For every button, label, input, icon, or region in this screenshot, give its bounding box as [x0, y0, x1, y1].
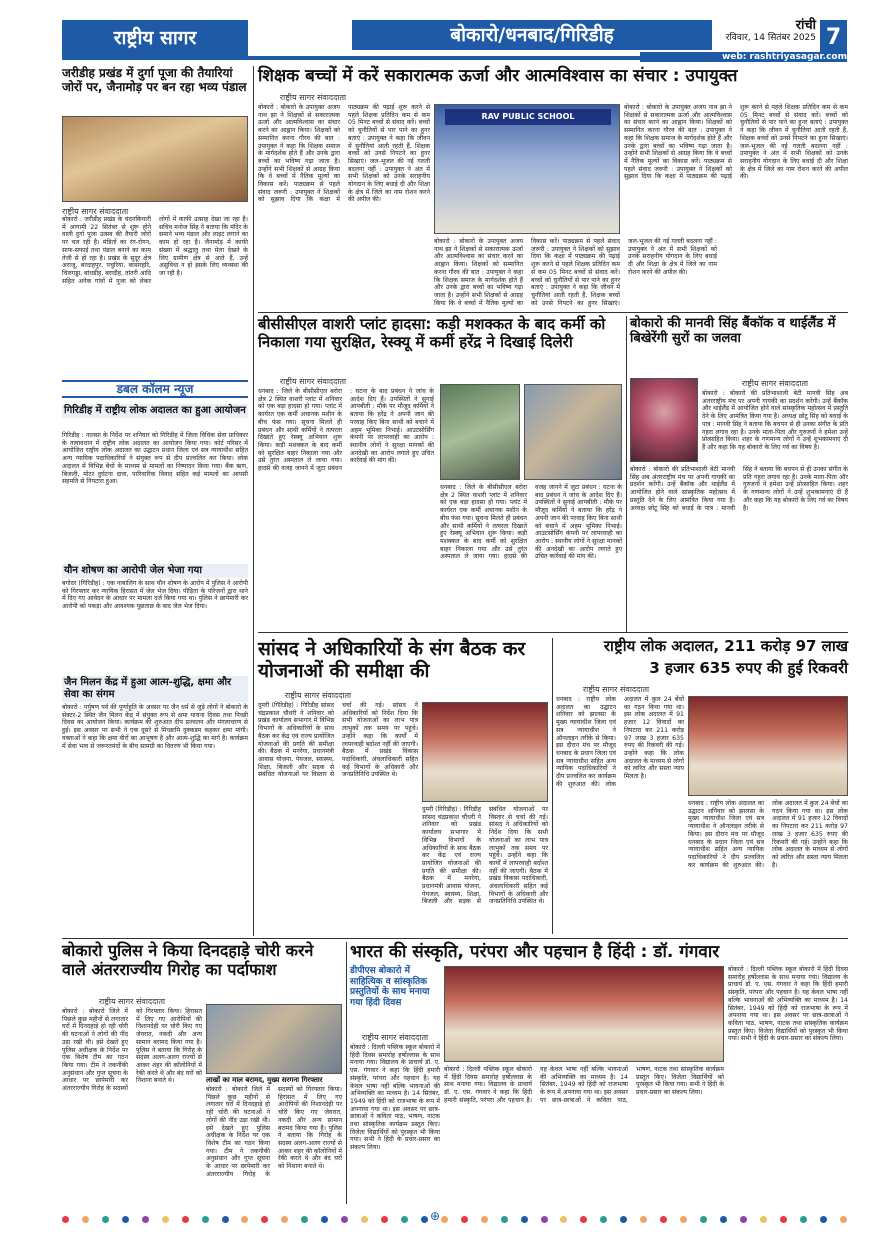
- lead-byline: राष्ट्रीय सागर संवाददाता: [279, 93, 347, 102]
- police-photo-caption: लाखों का माल बरामद, मुख्य सरगना गिरफ्तार: [206, 1076, 323, 1084]
- lok-adalat-headline-1: राष्ट्रीय लोक अदालत, 211 करोड़ 97 लाख: [603, 637, 848, 655]
- footer-dot: [82, 1216, 89, 1223]
- mp-byline: राष्ट्रीय सागर संवाददाता: [284, 691, 352, 700]
- footer-dot: [162, 1216, 169, 1223]
- lok-adalat-body-right: धनबाद : राष्ट्रीय लोक अदालत का उद्घाटन शनिवार को झालसा के मुख्य न्यायाधीश जिला एवं सत्र न्यायाधीश ने ऑनलाइन तरीके से किया। इस दौरान मंच पर मौजूद धनबाद के प्रधान जिला एवं सत्र न्यायाधीश सहित अन्य न्यायिक पदाधिकारियों ने दीप प्रज्वलित कर कार्यक्रम की शुरुआत की। लोक अदालत में कुल 24 बेंचों का गठन किया गया था। इस लोक अदालत में 91 हजार 12 विवादों का निपटारा कर 211 करोड़ 97 लाख 3 हजार 635 रुपए की रिकवरी की गई। उन्होंने कहा कि लोक अदालत के माध्यम से लोगों को त्वरित और सस्ता न्याय मिलता है।: [688, 800, 848, 869]
- manvi-headline: बोकारो की मानवी सिंह बैंकॉक व थाईलैंड में बिखेरेंगी सुरों का जलवा: [630, 316, 836, 347]
- lead-photo: [434, 104, 620, 234]
- footer-dot: [182, 1216, 189, 1223]
- left-news-1-headline: गिरिडीह में राष्ट्रीय लोक अदालत का हुआ आयोजन: [62, 404, 248, 418]
- hindi-body-left: बोकारो : दिल्ली पब्लिक स्कूल बोकारो में हिंदी दिवस समारोह हर्षोल्लास के साथ मनाया गया। विद्यालय के प्राचार्य डॉ. ए. एस. गंगवार ने कहा कि हिंदी हमारी संस्कृति, परंपरा और पहचान है। यह केवल भाषा नहीं बल्कि भावनाओं की अभिव्यक्ति का माध्यम है। 14 सितंबर, 1949 को हिंदी को राजभाषा के रूप में अपनाया गया था। इस अवसर पर छात्र-छात्राओं ने कविता पाठ, भाषण, नाटक तथा सांस्कृतिक कार्यक्रम प्रस्तुत किए। विजेता विद्यार्थियों को पुरस्कृत भी किया गया। सभी ने हिंदी के प्रचार-प्रसार का संकल्प लिया।: [350, 1044, 440, 1152]
- mp-headline: सांसद ने अधिकारियों के संग बैठक कर योजनाओं की समीक्षा की: [258, 638, 526, 683]
- left-news-1-body: गिरिडीह : नालसा के निर्देश पर शनिवार को गिरिडीह में जिला विधिक सेवा प्राधिकार के तत्वावधान में राष्ट्रीय लोक अदालत का आयोजन किया गया। कोर्ट परिसर में आयोजित राष्ट्रीय लोक अदालत का उद्घाटन प्रधान जिला एवं सत्र न्यायाधीश सहित अन्य न्यायिक पदाधिकारियों ने संयुक्त रूप से दीप प्रज्वलित कर किया। लोक अदालत में विभिन्न बेंचों के माध्यम से मामलों का निष्पादन किया गया। बैंक ऋण, बिजली, मोटर दुर्घटना दावा, पारिवारिक विवाद सहित कई मामलों का आपसी सहमति से निपटारा हुआ।: [62, 432, 248, 486]
- lok-adalat-byline: राष्ट्रीय सागर संवाददाता: [582, 685, 650, 694]
- footer-dot: [600, 1216, 607, 1223]
- footer-dot: [640, 1216, 647, 1223]
- mid-rule: [258, 632, 848, 633]
- left-top-byline: राष्ट्रीय सागर संवाददाता: [62, 207, 129, 216]
- footer-dot: [541, 1216, 548, 1223]
- footer-dot: [301, 1216, 308, 1223]
- footer-dot: [501, 1216, 508, 1223]
- section-title: बोकारो/धनबाद/गिरिडीह: [352, 20, 712, 50]
- footer-dot: [441, 1216, 448, 1223]
- website-link[interactable]: web: rashtriyasagar.com: [640, 52, 847, 62]
- footer-dot: [401, 1216, 408, 1223]
- bccl-body-right: धनबाद : जिले के बीसीसीएल बरोरा क्षेत्र 2 स्थित वाशरी प्लांट में शनिवार को एक बड़ा हादसा हो गया। प्लांट में कार्यरत एक कर्मी अचानक मशीन के बीच फंस गया। सूचना मिलते ही प्रबंधन और साथी कर्मियों ने तत्परता दिखाते हुए रेस्क्यू अभियान शुरू किया। कड़ी मशक्कत के बाद कर्मी को सुरक्षित बाहर निकाला गया और उसे तुरंत अस्पताल ले जाया गया। हादसे की वजह जानने में जुटा प्रबंधन : घटना के बाद प्रबंधन ने जांच के आदेश दिए हैं। उपस्थितों ने सुनाई आपबीती : मौके पर मौजूद कर्मियों ने बताया कि हरेंद्र ने अपनी जान की परवाह किए बिना साथी को बचाने में अहम भूमिका निभाई। आउटसोर्सिंग कंपनी पर लापरवाही का आरोप : स्थानीय लोगों ने सुरक्षा मानकों की अनदेखी का आरोप लगाते हुए उचित कार्रवाई की मांग की।: [440, 484, 622, 561]
- bccl-photo-2: [524, 384, 622, 480]
- footer-dot: [840, 1216, 847, 1223]
- police-headline: बोकारो पुलिस ने किया दिनदहाड़े चोरी करने वाले अंतरराज्यीय गिरोह का पर्दाफाश: [62, 941, 314, 979]
- footer-dot: [62, 1216, 69, 1223]
- footer-dot: [142, 1216, 149, 1223]
- durga-pandal-photo: [62, 116, 248, 202]
- footer-dot: [820, 1216, 827, 1223]
- footer-emblem-icon: ⊕: [430, 1209, 441, 1223]
- footer-dot: [222, 1216, 229, 1223]
- hindi-divas-photo: [444, 966, 724, 1062]
- footer-dot: [281, 1216, 288, 1223]
- manvi-portrait: [630, 378, 698, 462]
- footer-dot: [241, 1216, 248, 1223]
- date-label: रविवार, 14 सितंबर 2025: [725, 33, 816, 43]
- footer-dot: [102, 1216, 109, 1223]
- mp-meeting-photo: [422, 702, 548, 802]
- double-column-news-label: डबल कॉलम न्यूज: [62, 380, 248, 398]
- hindi-headline: भारत की संस्कृति, परंपरा और पहचान है हिंदी : डॉ. गंगवार: [350, 942, 720, 962]
- manvi-body-bottom: बोकारो : बोकारो की प्रतिभाशाली बेटी मानवी सिंह अब अंतरराष्ट्रीय मंच पर अपनी गायकी का प्रदर्शन करेंगी। उन्हें बैंकॉक और थाईलैंड में आयोजित होने वाले सांस्कृतिक महोत्सव में प्रस्तुति देने के लिए आमंत्रित किया गया है। अध्यक्ष छोटू सिंह को बधाई के पात्र : मानवी सिंह ने बताया कि बचपन से ही उनका संगीत के प्रति गहरा लगाव रहा है। उनके माता-पिता और गुरुजनों ने हमेशा उन्हें प्रोत्साहित किया। शहर के गणमान्य लोगों ने उन्हें शुभकामनाएं दी हैं और कहा कि यह बोकारो के लिए गर्व का विषय है।: [630, 466, 848, 512]
- lok-adalat-photo: [688, 696, 848, 796]
- mp-body-left: दुमरी (गिरिडीह) : गिरिडीह सांसद चंद्रप्रकाश चौधरी ने शनिवार को प्रखंड कार्यालय सभागार में विभिन्न विभागों के अधिकारियों के साथ बैठक कर केंद्र एवं राज्य प्रायोजित योजनाओं की प्रगति की समीक्षा की। बैठक में मनरेगा, प्रधानमंत्री आवास योजना, पेयजल, स्वास्थ्य, शिक्षा, बिजली और सड़क से संबंधित योजनाओं पर विस्तार से चर्चा की गई। सांसद ने अधिकारियों को निर्देश दिया कि सभी योजनाओं का लाभ पात्र लाभुकों तक समय पर पहुंचे। उन्होंने कहा कि कार्यों में लापरवाही बर्दाश्त नहीं की जाएगी। बैठक में प्रखंड विकास पदाधिकारी, अंचलाधिकारी सहित कई विभागों के अधिकारी और जनप्रतिनिधि उपस्थित थे।: [258, 702, 418, 779]
- footer-dot: [780, 1216, 787, 1223]
- hindi-byline: राष्ट्रीय सागर संवाददाता: [361, 1033, 429, 1042]
- lok-adalat-body-left: धनबाद : राष्ट्रीय लोक अदालत का उद्घाटन शनिवार को झालसा के मुख्य न्यायाधीश जिला एवं सत्र न्यायाधीश ने ऑनलाइन तरीके से किया। इस दौरान मंच पर मौजूद धनबाद के प्रधान जिला एवं सत्र न्यायाधीश सहित अन्य न्यायिक पदाधिकारियों ने दीप प्रज्वलित कर कार्यक्रम की शुरुआत की। लोक अदालत में कुल 24 बेंचों का गठन किया गया था। इस लोक अदालत में 91 हजार 12 विवादों का निपटारा कर 211 करोड़ 97 लाख 3 हजार 635 रुपए की रिकवरी की गई। उन्होंने कहा कि लोक अदालत के माध्यम से लोगों को त्वरित और सस्ता न्याय मिलता है।: [556, 696, 684, 788]
- manvi-body-top: बोकारो : बोकारो की प्रतिभाशाली बेटी मानवी सिंह अब अंतरराष्ट्रीय मंच पर अपनी गायकी का प्रदर्शन करेंगी। उन्हें बैंकॉक और थाईलैंड में आयोजित होने वाले सांस्कृतिक महोत्सव में प्रस्तुति देने के लिए आमंत्रित किया गया है। अध्यक्ष छोटू सिंह को बधाई के पात्र : मानवी सिंह ने बताया कि बचपन से ही उनका संगीत के प्रति गहरा लगाव रहा है। उनके माता-पिता और गुरुजनों ने हमेशा उन्हें प्रोत्साहित किया। शहर के गणमान्य लोगों ने उन्हें शुभकामनाएं दी हैं और कहा कि यह बोकारो के लिए गर्व का विषय है।: [702, 390, 848, 451]
- footer-dot: [560, 1216, 567, 1223]
- lead-headline: शिक्षक बच्चों में करें सकारात्मक ऊर्जा और आत्मविश्वास का संचार : उपायुक्त: [258, 66, 738, 86]
- footer-dot: [421, 1216, 428, 1223]
- bccl-column-rule: [626, 316, 627, 632]
- hindi-body-mid: बोकारो : दिल्ली पब्लिक स्कूल बोकारो में हिंदी दिवस समारोह हर्षोल्लास के साथ मनाया गया। विद्यालय के प्राचार्य डॉ. ए. एस. गंगवार ने कहा कि हिंदी हमारी संस्कृति, परंपरा और पहचान है। यह केवल भाषा नहीं बल्कि भावनाओं की अभिव्यक्ति का माध्यम है। 14 सितंबर, 1949 को हिंदी को राजभाषा के रूप में अपनाया गया था। इस अवसर पर छात्र-छात्राओं ने कविता पाठ, भाषण, नाटक तथा सांस्कृतिक कार्यक्रम प्रस्तुत किए। विजेता विद्यार्थियों को पुरस्कृत भी किया गया। सभी ने हिंदी के प्रचार-प्रसार का संकल्प लिया।: [444, 1066, 724, 1104]
- manvi-byline: राष्ट्रीय सागर संवाददाता: [741, 379, 809, 388]
- bccl-byline: राष्ट्रीय सागर संवाददाता: [279, 377, 347, 386]
- footer-dot: [660, 1216, 667, 1223]
- footer-dot: [521, 1216, 528, 1223]
- footer-dot: [381, 1216, 388, 1223]
- footer-dot: [361, 1216, 368, 1223]
- date-box: [716, 20, 816, 56]
- footer-dot: [740, 1216, 747, 1223]
- hindi-body-right: बोकारो : दिल्ली पब्लिक स्कूल बोकारो में हिंदी दिवस समारोह हर्षोल्लास के साथ मनाया गया। विद्यालय के प्राचार्य डॉ. ए. एस. गंगवार ने कहा कि हिंदी हमारी संस्कृति, परंपरा और पहचान है। यह केवल भाषा नहीं बल्कि भावनाओं की अभिव्यक्ति का माध्यम है। 14 सितंबर, 1949 को हिंदी को राजभाषा के रूप में अपनाया गया था। इस अवसर पर छात्र-छात्राओं ने कविता पाठ, भाषण, नाटक तथा सांस्कृतिक कार्यक्रम प्रस्तुत किए। विजेता विद्यार्थियों को पुरस्कृत भी किया गया। सभी ने हिंदी के प्रचार-प्रसार का संकल्प लिया।: [728, 966, 848, 1043]
- left-column-rule: [253, 66, 254, 936]
- footer-dot: [800, 1216, 807, 1223]
- bccl-headline: बीसीसीएल वाशरी प्लांट हादसा: कड़ी मशक्कत के बाद कर्मी को निकाला गया सुरक्षित, रेस्क्यू में कर्मी हरेंद्र ने दिखाई दिलेरी: [258, 315, 606, 351]
- left-top-body: बोकारो : जरीडीह प्रखंड के चंदनकियारी में आगामी 22 सितंबर से शुरू होने वाली दुर्गा पूजा उत्सव की तैयारी जोरों पर चल रही है। मंडितों का रंग-रोगन, साफ-सफाई तथा पंडाल बनाने का काम तेजी से हो रहा है। प्रखंड के सुदूर क्षेत्र अराजू, बरदाहपुर, पचुरिया, कासरहरि, चिलगड्डा, बांधडीह, बरादीह, तांतरी आदि सहित अनेक गांवों में पूजा को लेकर लोगों में काफी उत्साह देखा जा रहा है। सचिव मनोज सिंह ने बताया कि मंदिर के समाने भव्य पंडाल और लाइट लगाने का काम हो रहा है। जैनामोड़ में काफी संख्या में श्रद्धालु तथा मेला देखने के लिए ग्रामीण क्षेत्र से आते हैं, उन्हें असुविधा न हो इसके लिए व्यवस्था की जा रही है।: [62, 216, 248, 285]
- police-byline: राष्ट्रीय सागर संवाददाता: [98, 997, 166, 1006]
- paper-name: राष्ट्रीय सागर: [62, 20, 248, 56]
- left-news-2-headline: यौन शोषण का आरोपी जेल भेजा गया: [62, 564, 248, 578]
- lok-adalat-headline-2: 3 हजार 635 रुपए की हुई रिकवरी: [649, 659, 848, 677]
- footer-dot: [760, 1216, 767, 1223]
- mp-column-rule: [552, 638, 553, 934]
- mp-body-right: दुमरी (गिरिडीह) : गिरिडीह सांसद चंद्रप्रकाश चौधरी ने शनिवार को प्रखंड कार्यालय सभागार में विभिन्न विभागों के अधिकारियों के साथ बैठक कर केंद्र एवं राज्य प्रायोजित योजनाओं की प्रगति की समीक्षा की। बैठक में मनरेगा, प्रधानमंत्री आवास योजना, पेयजल, स्वास्थ्य, शिक्षा, बिजली और सड़क से संबंधित योजनाओं पर विस्तार से चर्चा की गई। सांसद ने अधिकारियों को निर्देश दिया कि सभी योजनाओं का लाभ पात्र लाभुकों तक समय पर पहुंचे। उन्होंने कहा कि कार्यों में लापरवाही बर्दाश्त नहीं की जाएगी। बैठक में प्रखंड विकास पदाधिकारी, अंचलाधिकारी सहित कई विभागों के अधिकारी और जनप्रतिनिधि उपस्थित थे।: [422, 806, 548, 906]
- footer-decoration: [62, 1214, 847, 1224]
- left-news-2-body: बगोदर (गिरिडीह) : एक नाबालिग के साथ यौन शोषण के आरोप में पुलिस ने आरोपी को गिरफ्तार कर न्यायिक हिरासत में जेल भेज दिया। पीड़िता के परिजनों द्वारा थाने में दिए गए आवेदन के आधार पर मामला दर्ज किया गया था। पुलिस ने छापेमारी कर आरोपी को पकड़ा और आवश्यक पूछताछ के बाद जेल भेज दिया।: [62, 580, 248, 611]
- lead-body-mid: बोकारो : बोकारो के उपायुक्त अजय नाथ झा ने शिक्षकों से सकारात्मक ऊर्जा और आत्मविश्वास का संचार करने का आह्वान किया। शिक्षकों को सम्मानित करना गौरव की बात : उपायुक्त ने कहा कि शिक्षक समाज के मार्गदर्शक होते हैं और उनके द्वारा बच्चों का भविष्य गढ़ा जाता है। उन्होंने सभी शिक्षकों से आग्रह किया कि वे बच्चों में नैतिक मूल्यों का विकास करें। पाठ्यक्रम से पहले संवाद जरूरी : उपायुक्त ने शिक्षकों को सुझाव दिया कि कक्षा में पाठ्यक्रम की पढ़ाई शुरू करने से पहले शिक्षक प्रतिदिन कम से कम 05 मिनट बच्चों से संवाद करें। बच्चों को चुनौतियों से पार पाने का हुनर बताएं : उपायुक्त ने कहा कि जीवन में चुनौतियां आती रहती हैं, शिक्षक बच्चों को उनसे निपटने का हुनर सिखाएं। जल-भूजल की नई गलती बदलना नहीं : उपायुक्त ने अंत में सभी शिक्षकों को उनके सराहनीय योगदान के लिए बधाई दी और शिक्षा के क्षेत्र में जिले का नाम रोशन करने की अपील की।: [434, 238, 717, 307]
- footer-dot: [122, 1216, 129, 1223]
- bccl-body-left: धनबाद : जिले के बीसीसीएल बरोरा क्षेत्र 2 स्थित वाशरी प्लांट में शनिवार को एक बड़ा हादसा हो गया। प्लांट में कार्यरत एक कर्मी अचानक मशीन के बीच फंस गया। सूचना मिलते ही प्रबंधन और साथी कर्मियों ने तत्परता दिखाते हुए रेस्क्यू अभियान शुरू किया। कड़ी मशक्कत के बाद कर्मी को सुरक्षित बाहर निकाला गया और उसे तुरंत अस्पताल ले जाया गया। हादसे की वजह जानने में जुटा प्रबंधन : घटना के बाद प्रबंधन ने जांच के आदेश दिए हैं। उपस्थितों ने सुनाई आपबीती : मौके पर मौजूद कर्मियों ने बताया कि हरेंद्र ने अपनी जान की परवाह किए बिना साथी को बचाने में अहम भूमिका निभाई। आउटसोर्सिंग कंपनी पर लापरवाही का आरोप : स्थानीय लोगों ने सुरक्षा मानकों की अनदेखी का आरोप लगाते हुए उचित कार्रवाई की मांग की।: [258, 388, 434, 473]
- footer-dot: [620, 1216, 627, 1223]
- police-body-left: बोकारो : बोकारो जिले में पिछले कुछ महीनों से लगातार घरों में दिनदहाड़े हो रही चोरी की घटनाओं ने लोगों की नींद उड़ा रखी थी। इसे देखते हुए पुलिस अधीक्षक के निर्देश पर एक विशेष टीम का गठन किया गया। टीम ने तकनीकी अनुसंधान और गुप्त सूचना के आधार पर छापेमारी कर अंतरराज्यीय गिरोह के सदस्यों को गिरफ्तार किया। हिरासत में लिए गए आरोपियों की निशानदेही पर चोरी किए गए जेवरात, नकदी और अन्य सामान बरामद किया गया है। पुलिस ने बताया कि गिरोह के सदस्य अलग-अलग राज्यों से आकर शहर की कॉलोनियों में रेकी करते थे और बंद घरों को निशाना बनाते थे।: [62, 1008, 202, 1093]
- footer-dot: [680, 1216, 687, 1223]
- footer-dot: [481, 1216, 488, 1223]
- footer-dot: [720, 1216, 727, 1223]
- footer-dot: [261, 1216, 268, 1223]
- footer-dot: [321, 1216, 328, 1223]
- lead-bottom-rule: [258, 312, 848, 313]
- city-label: रांची: [795, 18, 816, 33]
- police-body-right: बोकारो : बोकारो जिले में पिछले कुछ महीनों से लगातार घरों में दिनदहाड़े हो रही चोरी की घटनाओं ने लोगों की नींद उड़ा रखी थी। इसे देखते हुए पुलिस अधीक्षक के निर्देश पर एक विशेष टीम का गठन किया गया। टीम ने तकनीकी अनुसंधान और गुप्त सूचना के आधार पर छापेमारी कर अंतरराज्यीय गिरोह के सदस्यों को गिरफ्तार किया। हिरासत में लिए गए आरोपियों की निशानदेही पर चोरी किए गए जेवरात, नकदी और अन्य सामान बरामद किया गया है। पुलिस ने बताया कि गिरोह के सदस्य अलग-अलग राज्यों से आकर शहर की कॉलोनियों में रेकी करते थे और बंद घरों को निशाना बनाते थे।: [206, 1086, 342, 1178]
- left-top-headline: जरीडीह प्रखंड में दुर्गा पूजा की तैयारियां जोरों पर, जैनामोड़ पर बन रहा भव्य पंडाल: [62, 66, 247, 95]
- lead-body-left: बोकारो : बोकारो के उपायुक्त अजय नाथ झा ने शिक्षकों से सकारात्मक ऊर्जा और आत्मविश्वास का संचार करने का आह्वान किया। शिक्षकों को सम्मानित करना गौरव की बात : उपायुक्त ने कहा कि शिक्षक समाज के मार्गदर्शक होते हैं और उनके द्वारा बच्चों का भविष्य गढ़ा जाता है। उन्होंने सभी शिक्षकों से आग्रह किया कि वे बच्चों में नैतिक मूल्यों का विकास करें। पाठ्यक्रम से पहले संवाद जरूरी : उपायुक्त ने शिक्षकों को सुझाव दिया कि कक्षा में पाठ्यक्रम की पढ़ाई शुरू करने से पहले शिक्षक प्रतिदिन कम से कम 05 मिनट बच्चों से संवाद करें। बच्चों को चुनौतियों से पार पाने का हुनर बताएं : उपायुक्त ने कहा कि जीवन में चुनौतियां आती रहती हैं, शिक्षक बच्चों को उनसे निपटने का हुनर सिखाएं। जल-भूजल की नई गलती बदलना नहीं : उपायुक्त ने अंत में सभी शिक्षकों को उनके सराहनीय योगदान के लिए बधाई दी और शिक्षा के क्षेत्र में जिले का नाम रोशन करने की अपील की।: [258, 104, 430, 204]
- footer-dot: [341, 1216, 348, 1223]
- left-news-3-body: बोकारो : पर्युषण पर्व की पूर्णाहुति के अवसर पर जैन धर्म से जुड़े लोगों ने बोकारो के सेक्टर-2 स्थित जैन मिलन केंद्र में संयुक्त रूप से क्षमा याचना दिवस तथा पिच्छी दिवस का आयोजन किया। कार्यक्रम की शुरुआत दीप प्रज्वलन और मंगलाचरण से हुई। इस अवसर पर सभी ने एक दूसरे से मिच्छामि दुक्कडम कहकर क्षमा मांगी। वक्ताओं ने कहा कि क्षमा वीरों का आभूषण है और आत्म-शुद्धि का मार्ग है। कार्यक्रम में सेवा भाव से जरूरतमंदों के बीच सामग्री का वितरण भी किया गया।: [62, 704, 248, 750]
- lead-body-right: बोकारो : बोकारो के उपायुक्त अजय नाथ झा ने शिक्षकों से सकारात्मक ऊर्जा और आत्मविश्वास का संचार करने का आह्वान किया। शिक्षकों को सम्मानित करना गौरव की बात : उपायुक्त ने कहा कि शिक्षक समाज के मार्गदर्शक होते हैं और उनके द्वारा बच्चों का भविष्य गढ़ा जाता है। उन्होंने सभी शिक्षकों से आग्रह किया कि वे बच्चों में नैतिक मूल्यों का विकास करें। पाठ्यक्रम से पहले संवाद जरूरी : उपायुक्त ने शिक्षकों को सुझाव दिया कि कक्षा में पाठ्यक्रम की पढ़ाई शुरू करने से पहले शिक्षक प्रतिदिन कम से कम 05 मिनट बच्चों से संवाद करें। बच्चों को चुनौतियों से पार पाने का हुनर बताएं : उपायुक्त ने कहा कि जीवन में चुनौतियां आती रहती हैं, शिक्षक बच्चों को उनसे निपटने का हुनर सिखाएं। जल-भूजल की नई गलती बदलना नहीं : उपायुक्त ने अंत में सभी शिक्षकों को उनके सराहनीय योगदान के लिए बधाई दी और शिक्षा के क्षेत्र में जिले का नाम रोशन करने की अपील की।: [624, 104, 848, 181]
- lead-photo-banner: RAV PUBLIC SCHOOL: [445, 109, 611, 125]
- hindi-side-headline: डीपीएस बोकारो में साहित्यिक व सांस्कृतिक प्रस्तुतियों के साथ मनाया गया हिंदी दिवस: [350, 966, 430, 1008]
- footer-dot: [700, 1216, 707, 1223]
- footer-dot: [202, 1216, 209, 1223]
- bccl-photo-1: [440, 384, 520, 480]
- police-column-rule: [346, 942, 347, 1204]
- left-news-3-headline: जैन मिलन केंद्र में हुआ आत्म-शुद्धि, क्षमा और सेवा का संगम: [62, 676, 248, 702]
- police-photo: [206, 1004, 342, 1074]
- bottom-rule: [62, 938, 848, 939]
- page-number: 7: [820, 20, 847, 56]
- footer-dot: [580, 1216, 587, 1223]
- footer-dot: [461, 1216, 468, 1223]
